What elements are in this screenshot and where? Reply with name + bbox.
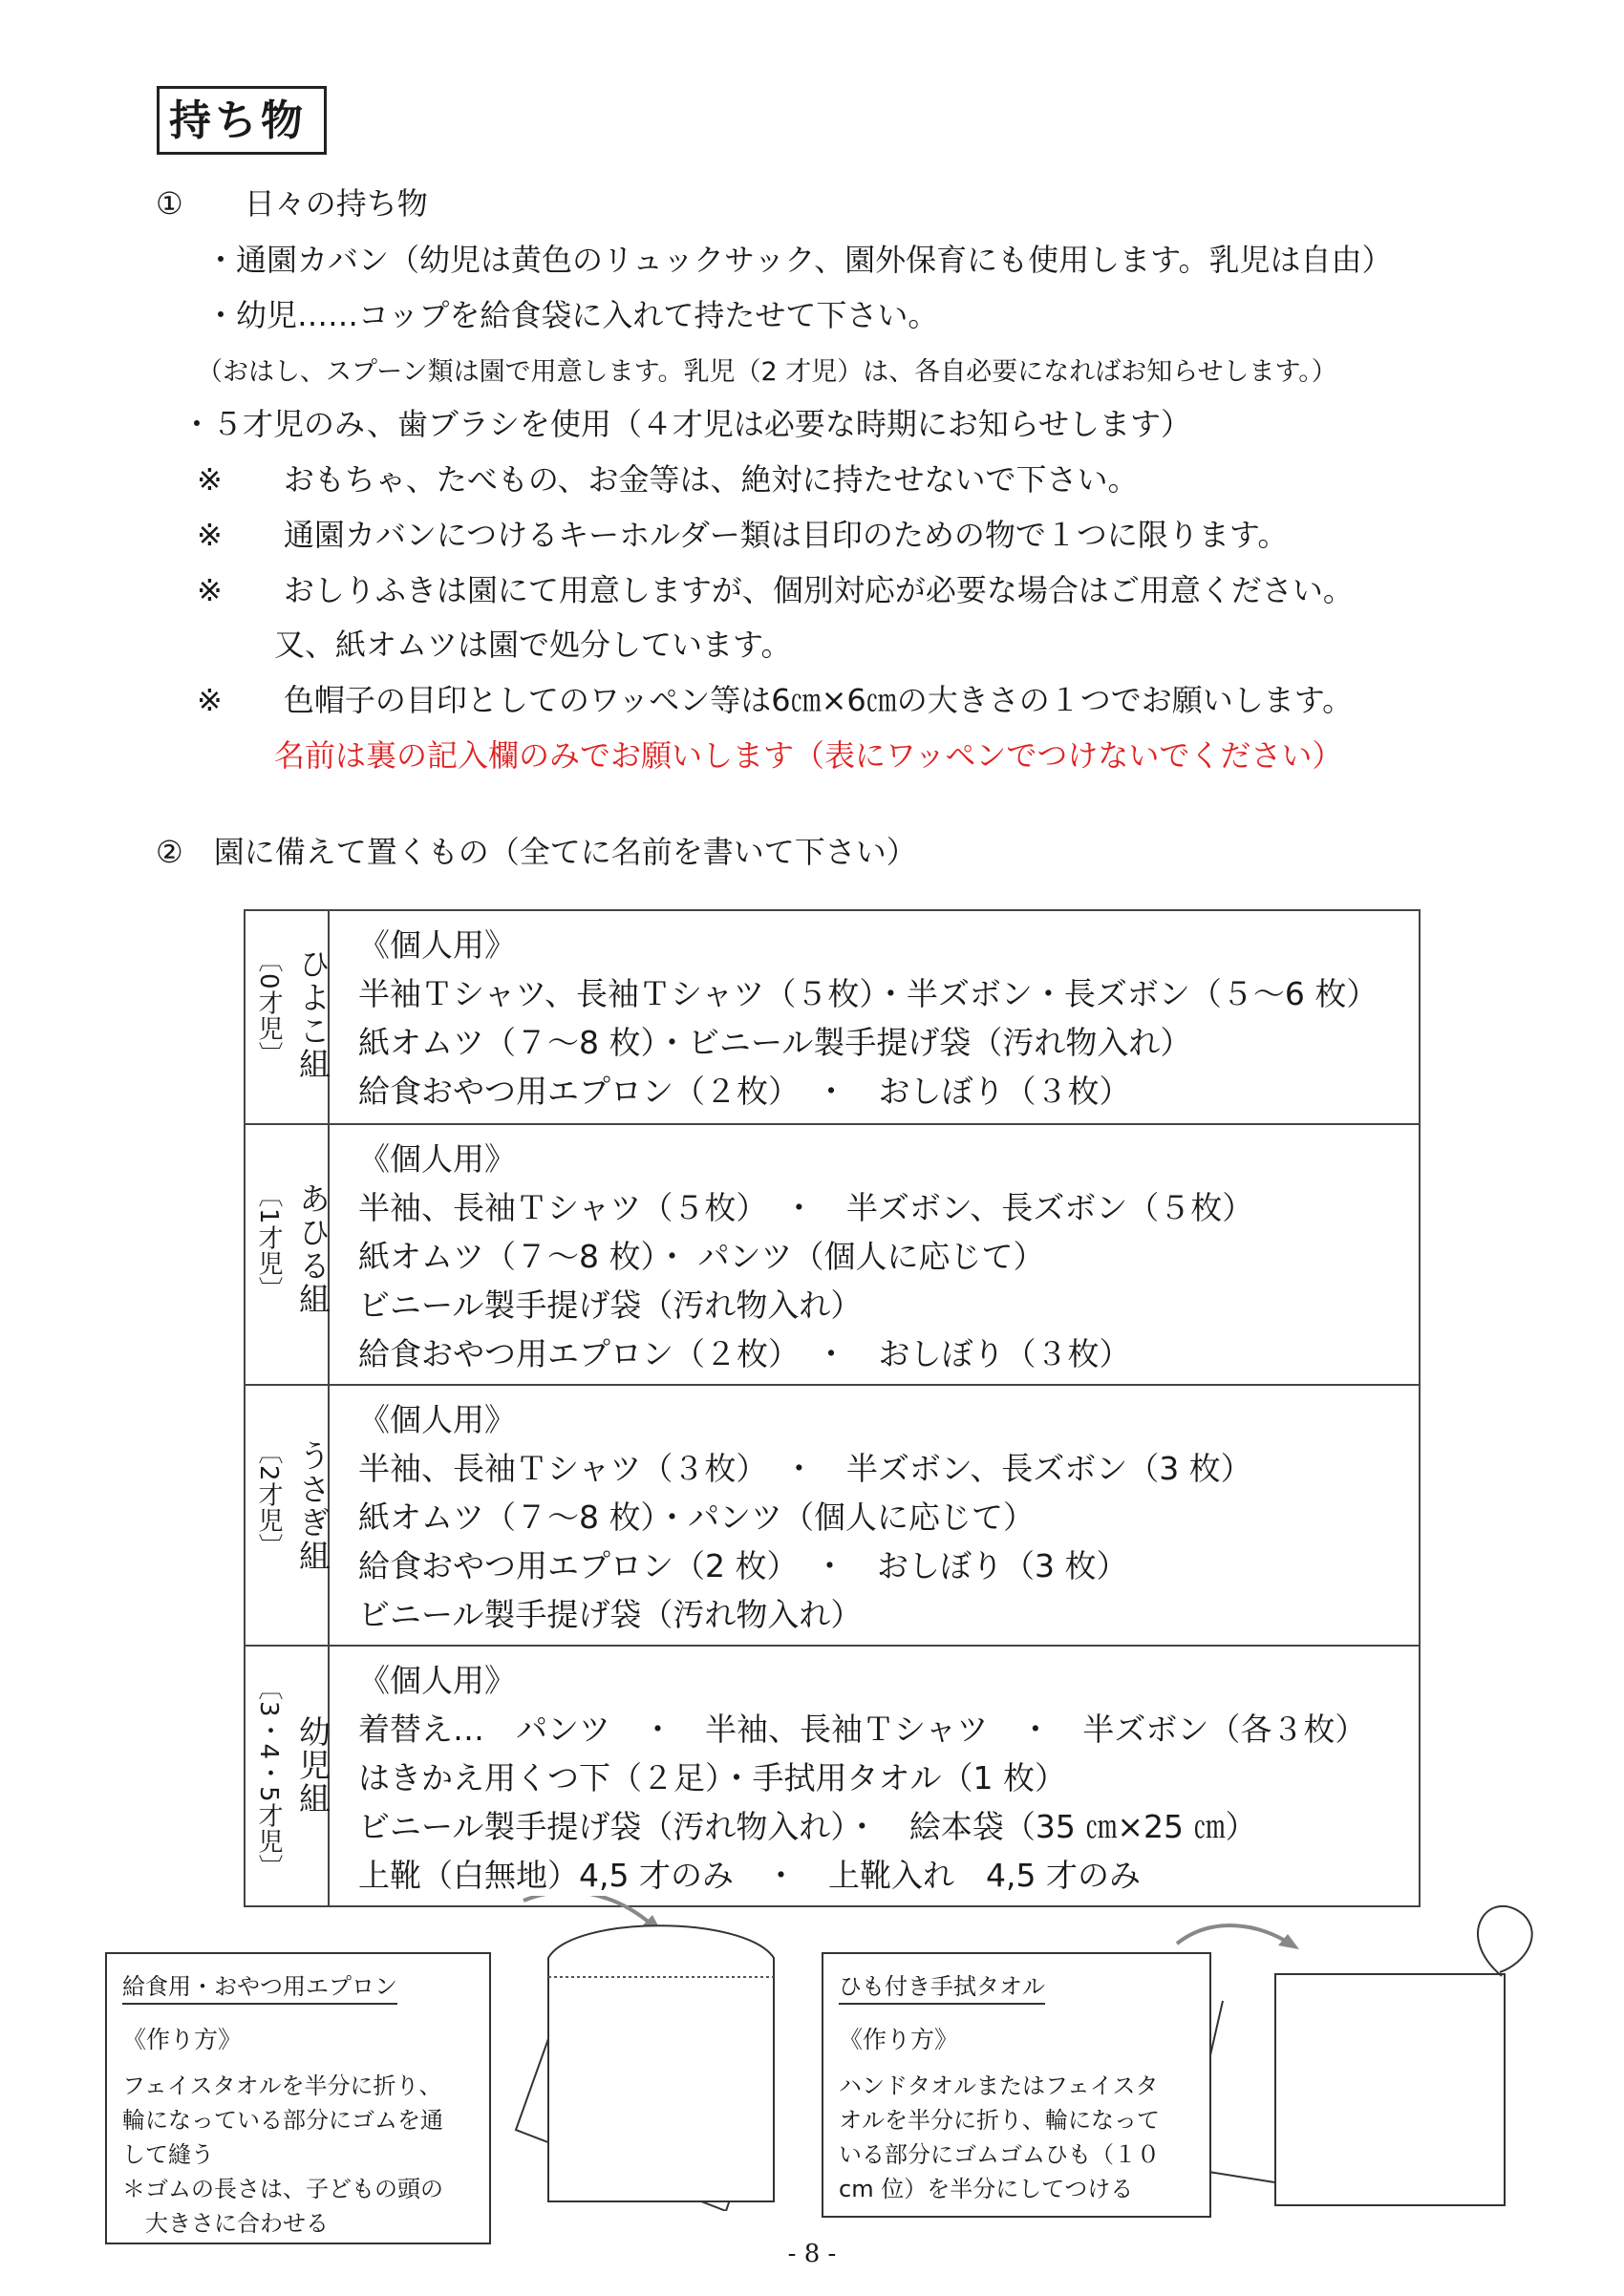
hand-towel-illustration <box>1165 1896 1538 2211</box>
table-row <box>245 1124 1420 1385</box>
note-line-red: 名前は裏の記入欄のみでお願いします（表にワッペンでつけないでください） <box>274 737 1343 774</box>
page-title-box <box>157 86 327 155</box>
note-line: 又、紙オムツは園で処分しています。 <box>274 627 792 663</box>
section1-heading: ① 日々の持ち物 <box>156 185 428 222</box>
group-items-cell <box>329 1124 1420 1385</box>
page-number: - 8 - <box>787 2240 837 2268</box>
apron-box-subtitle: 《作り方》 <box>122 2026 243 2053</box>
instruction-line: ハンドタオルまたはフェイスタ <box>839 2073 1159 2099</box>
instruction-line: オルを半分に折り、輪になって <box>839 2107 1160 2134</box>
list-item: 紙オムツ（７～8 枚）・ パンツ（個人に応じて） <box>358 1238 1045 1275</box>
list-item: 紙オムツ（７～8 枚）・ビニール製手提げ袋（汚れ物入れ） <box>358 1024 1192 1061</box>
list-item: はきかえ用くつ下（２足）・手拭用タオル（1 枚） <box>358 1759 1066 1796</box>
group-name: あひる組 <box>294 1182 331 1316</box>
note-line: ※ おもちゃ、たべもの、お金等は、絶対に持たせないで下さい。 <box>197 461 1139 498</box>
towel-loop-string <box>1478 1906 1532 1976</box>
apron-box-title: 給食用・おやつ用エプロン <box>122 1967 397 2005</box>
group-age: 〔2才児〕 <box>254 1439 283 1560</box>
list-item: 半袖、長袖Ｔシャツ（３枚） ・ 半ズボン、長ズボン（3 枚） <box>358 1450 1252 1487</box>
table-row <box>245 910 1420 1124</box>
list-item: 給食おやつ用エプロン（２枚） ・ おしぼり（３枚） <box>358 1073 1131 1110</box>
list-item: 給食おやつ用エプロン（2 枚） ・ おしぼり（3 枚） <box>358 1547 1128 1584</box>
list-item: 給食おやつ用エプロン（２枚） ・ おしぼり（３枚） <box>358 1335 1131 1372</box>
section1-line: ・５才児のみ、歯ブラシを使用（４才児は必要な時期にお知らせします） <box>182 406 1191 442</box>
section1-line: ・幼児……コップを給食袋に入れて持たせて下さい。 <box>205 297 939 333</box>
note-line: ※ 通園カバンにつけるキーホルダー類は目印のための物で１つに限ります。 <box>197 517 1289 553</box>
list-item: 《個人用》 <box>358 926 516 964</box>
list-item: 紙オムツ（７～8 枚）・パンツ（個人に応じて） <box>358 1499 1035 1536</box>
instruction-line: して縫う <box>122 2141 214 2168</box>
group-label-cell <box>245 1646 329 1906</box>
towel-front-shape <box>548 1925 774 2201</box>
group-age: 〔1才児〕 <box>254 1182 283 1303</box>
apron-box-body <box>122 2069 443 2241</box>
fold-arrow-icon <box>524 1896 652 1924</box>
group-label-cell <box>245 1124 329 1385</box>
table-row <box>245 1646 1420 1906</box>
arrow-head-icon <box>1278 1934 1299 1949</box>
group-name: ひよこ組 <box>294 947 331 1081</box>
list-item: ビニール製手提げ袋（汚れ物入れ） <box>358 1596 863 1633</box>
apron-instructions-box <box>105 1952 491 2244</box>
page-title: 持ち物 <box>169 96 307 145</box>
instruction-line: cm 位）を半分にしてつける <box>839 2176 1134 2202</box>
towel-front-shape <box>1275 1974 1505 2205</box>
instruction-line: 大きさに合わせる <box>122 2210 329 2237</box>
group-items-cell <box>329 910 1420 1124</box>
group-age: 〔3・4・5才児〕 <box>254 1675 283 1881</box>
list-item: 《個人用》 <box>358 1662 516 1699</box>
section1-line: ・通園カバン（幼児は黄色のリュックサック、園外保育にも使用します。乳児は自由） <box>205 242 1393 278</box>
list-item: 半袖Ｔシャツ、長袖Ｔシャツ（５枚）・半ズボン・長ズボン（５～6 枚） <box>358 975 1378 1012</box>
list-item: 半袖、長袖Ｔシャツ（５枚） ・ 半ズボン、長ズボン（５枚） <box>358 1189 1254 1226</box>
note-line: ※ おしりふきは園にて用意しますが、個別対応が必要な場合はご用意ください。 <box>197 572 1354 608</box>
section2-heading: ② 園に備えて置くもの（全てに名前を書いて下さい） <box>156 834 917 870</box>
list-item: ビニール製手提げ袋（汚れ物入れ） <box>358 1286 863 1324</box>
towel-box-subtitle: 《作り方》 <box>839 2026 959 2053</box>
group-label-cell <box>245 910 329 1124</box>
fold-arrow-icon <box>1177 1925 1290 1944</box>
instruction-line: いる部分にゴムゴムひも（１０ <box>839 2141 1160 2168</box>
towel-box-body <box>839 2069 1160 2206</box>
list-item: 着替え… パンツ ・ 半袖、長袖Ｔシャツ ・ 半ズボン（各３枚） <box>358 1711 1367 1748</box>
apron-towel-illustration <box>497 1896 783 2211</box>
list-item: 《個人用》 <box>358 1401 516 1438</box>
list-item: ビニール製手提げ袋（汚れ物入れ）・ 絵本袋（35 ㎝×25 ㎝） <box>358 1808 1257 1845</box>
table-row <box>245 1385 1420 1646</box>
group-name: 幼児組 <box>294 1715 331 1816</box>
group-items-cell <box>329 1646 1420 1906</box>
list-item: 《個人用》 <box>358 1140 516 1178</box>
towel-instructions-box <box>822 1952 1211 2218</box>
list-item: 上靴（白無地）4,5 才のみ ・ 上靴入れ 4,5 才のみ <box>358 1857 1141 1894</box>
section1-line: （おはし、スプーン類は園で用意します。乳児（2 才児）は、各自必要になればお知らせします。） <box>197 357 1337 387</box>
group-label-cell <box>245 1385 329 1646</box>
group-items-cell <box>329 1385 1420 1646</box>
group-name: うさぎ組 <box>294 1439 331 1573</box>
instruction-line: ＊ゴムの長さは、子どもの頭の <box>122 2176 443 2202</box>
instruction-line: 輪になっている部分にゴムを通 <box>122 2107 443 2134</box>
items-table <box>244 909 1421 1907</box>
towel-box-title: ひも付き手拭タオル <box>839 1967 1045 2005</box>
group-age: 〔0才児〕 <box>254 947 283 1068</box>
note-line: ※ 色帽子の目印としてのワッペン等は6㎝×6㎝の大きさの１つでお願いします。 <box>197 682 1354 718</box>
instruction-line: フェイスタオルを半分に折り、 <box>122 2073 442 2099</box>
